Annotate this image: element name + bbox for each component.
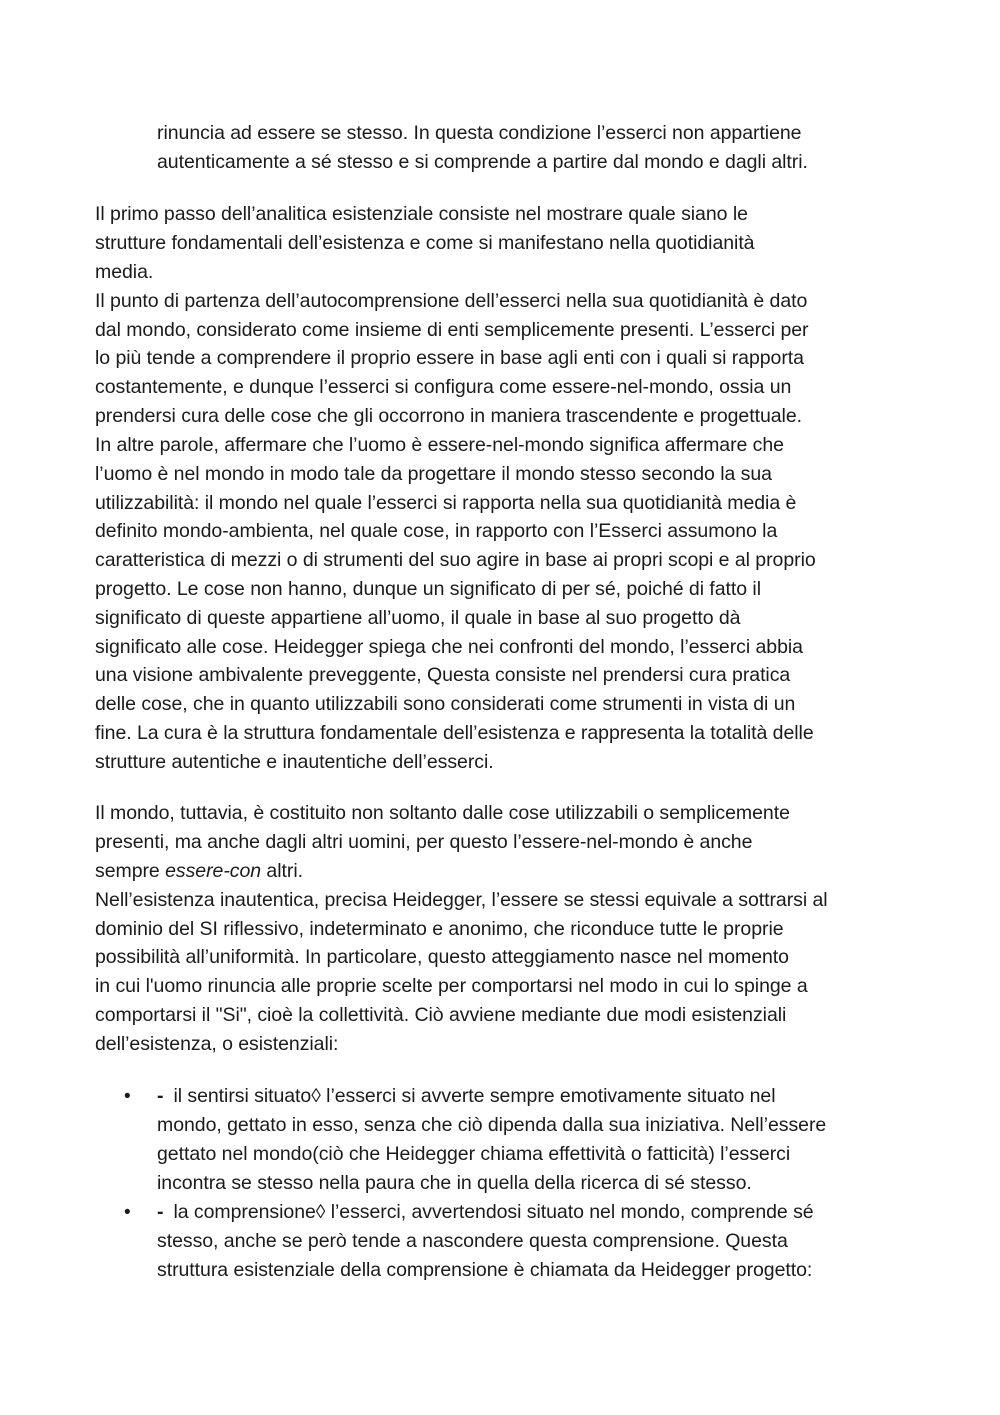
text-line: lo più tende a comprendere il proprio essere in base agli enti con i quali si rapporta	[95, 347, 804, 369]
text-line: utilizzabilità: il mondo nel quale l’esserci si rapporta nella sua quotidianità media è	[95, 492, 797, 514]
text-segment: il sentirsi situato◊ l’esserci si avverte sempre emotivamente situato nel	[173, 1085, 776, 1107]
text-line: presenti, ma anche dagli altri uomini, per questo l’essere-nel-mondo è anche	[95, 831, 753, 853]
text-line: dal mondo, considerato come insieme di enti semplicemente presenti. L’esserci per	[95, 319, 809, 341]
text-line: caratteristica di mezzi o di strumenti del suo agire in base ai propri scopi e al proprio	[95, 549, 816, 571]
text-line: in cui l'uomo rinuncia alle proprie scelte per comportarsi nel modo in cui lo spinge a	[95, 975, 808, 997]
text-line: Nell’esistenza inautentica, precisa Heidegger, l’essere se stessi equivale a sottrarsi al	[95, 889, 828, 911]
text-line: dominio del SI riflessivo, indeterminato e anonimo, che riconduce tutte le proprie	[95, 918, 784, 940]
text-line: una visione ambivalente preveggente, Questa consiste nel prendersi cura pratica	[95, 664, 791, 686]
text-line	[157, 1198, 814, 1227]
bullet-icon: •	[124, 1202, 131, 1223]
text-line	[157, 1082, 776, 1111]
text-line: struttura esistenziale della comprensione è chiamata da Heidegger progetto:	[157, 1259, 813, 1281]
text-line: media.	[95, 261, 154, 283]
text-line: In altre parole, affermare che l’uomo è essere-nel-mondo significa affermare che	[95, 434, 784, 456]
text-line: autenticamente a sé stesso e si comprende a partire dal mondo e dagli altri.	[157, 151, 808, 173]
text-line: definito mondo-ambienta, nel quale cose, in rapporto con l’Esserci assumono la	[95, 520, 778, 542]
text-line: prendersi cura delle cose che gli occorrono in maniera trascendente e progettuale.	[95, 405, 802, 427]
text-line: dell’esistenza, o esistenziali:	[95, 1033, 339, 1055]
text-segment: altri.	[261, 860, 303, 882]
text-line: stesso, anche se però tende a nascondere questa comprensione. Questa	[157, 1230, 788, 1252]
italic-term: essere-con	[165, 860, 262, 882]
text-line: Il primo passo dell’analitica esistenziale consiste nel mostrare quale siano le	[95, 203, 748, 225]
text-line: l’uomo è nel mondo in modo tale da progettare il mondo stesso secondo la sua	[95, 463, 772, 485]
text-line: comportarsi il "Si", cioè la collettività. Ciò avviene mediante due modi esistenziali	[95, 1004, 787, 1026]
text-line: fine. La cura è la struttura fondamentale dell’esistenza e rappresenta la totalità delle	[95, 722, 814, 744]
text-line: delle cose, che in quanto utilizzabili sono considerati come strumenti in vista di un	[95, 693, 796, 715]
text-line: strutture autentiche e inautentiche dell’esserci.	[95, 751, 494, 773]
text-line: progetto. Le cose non hanno, dunque un significato di per sé, poiché di fatto il	[95, 578, 761, 600]
text-line: rinuncia ad essere se stesso. In questa condizione l’esserci non appartiene	[157, 122, 802, 144]
text-line: gettato nel mondo(ciò che Heidegger chiama effettività o fatticità) l’esserci	[157, 1143, 791, 1165]
text-line: incontra se stesso nella paura che in quella della ricerca di sé stesso.	[157, 1172, 752, 1194]
text-line: possibilità all’uniformità. In particolare, questo atteggiamento nasce nel momento	[95, 946, 789, 968]
text-line: strutture fondamentali dell’esistenza e come si manifestano nella quotidianità	[95, 232, 755, 254]
text-line: costantemente, e dunque l’esserci si configura come essere-nel-mondo, ossia un	[95, 376, 792, 398]
text-line: mondo, gettato in esso, senza che ciò dipenda dalla sua iniziativa. Nell’essere	[157, 1114, 827, 1136]
text-segment: la comprensione◊ l’esserci, avvertendosi situato nel mondo, comprende sé	[173, 1201, 814, 1223]
text-line	[95, 857, 303, 886]
dash-marker: -	[157, 1201, 164, 1223]
dash-marker: -	[157, 1085, 164, 1107]
text-segment: sempre	[95, 860, 166, 882]
text-line: Il mondo, tuttavia, è costituito non soltanto dalle cose utilizzabili o semplicemente	[95, 802, 790, 824]
bullet-icon: •	[124, 1086, 131, 1107]
text-line: Il punto di partenza dell’autocomprensione dell’esserci nella sua quotidianità è dato	[95, 290, 808, 312]
text-line: significato alle cose. Heidegger spiega che nei confronti del mondo, l’esserci abbia	[95, 636, 803, 658]
text-line: significato di queste appartiene all’uomo, il quale in base al suo progetto dà	[95, 607, 741, 629]
